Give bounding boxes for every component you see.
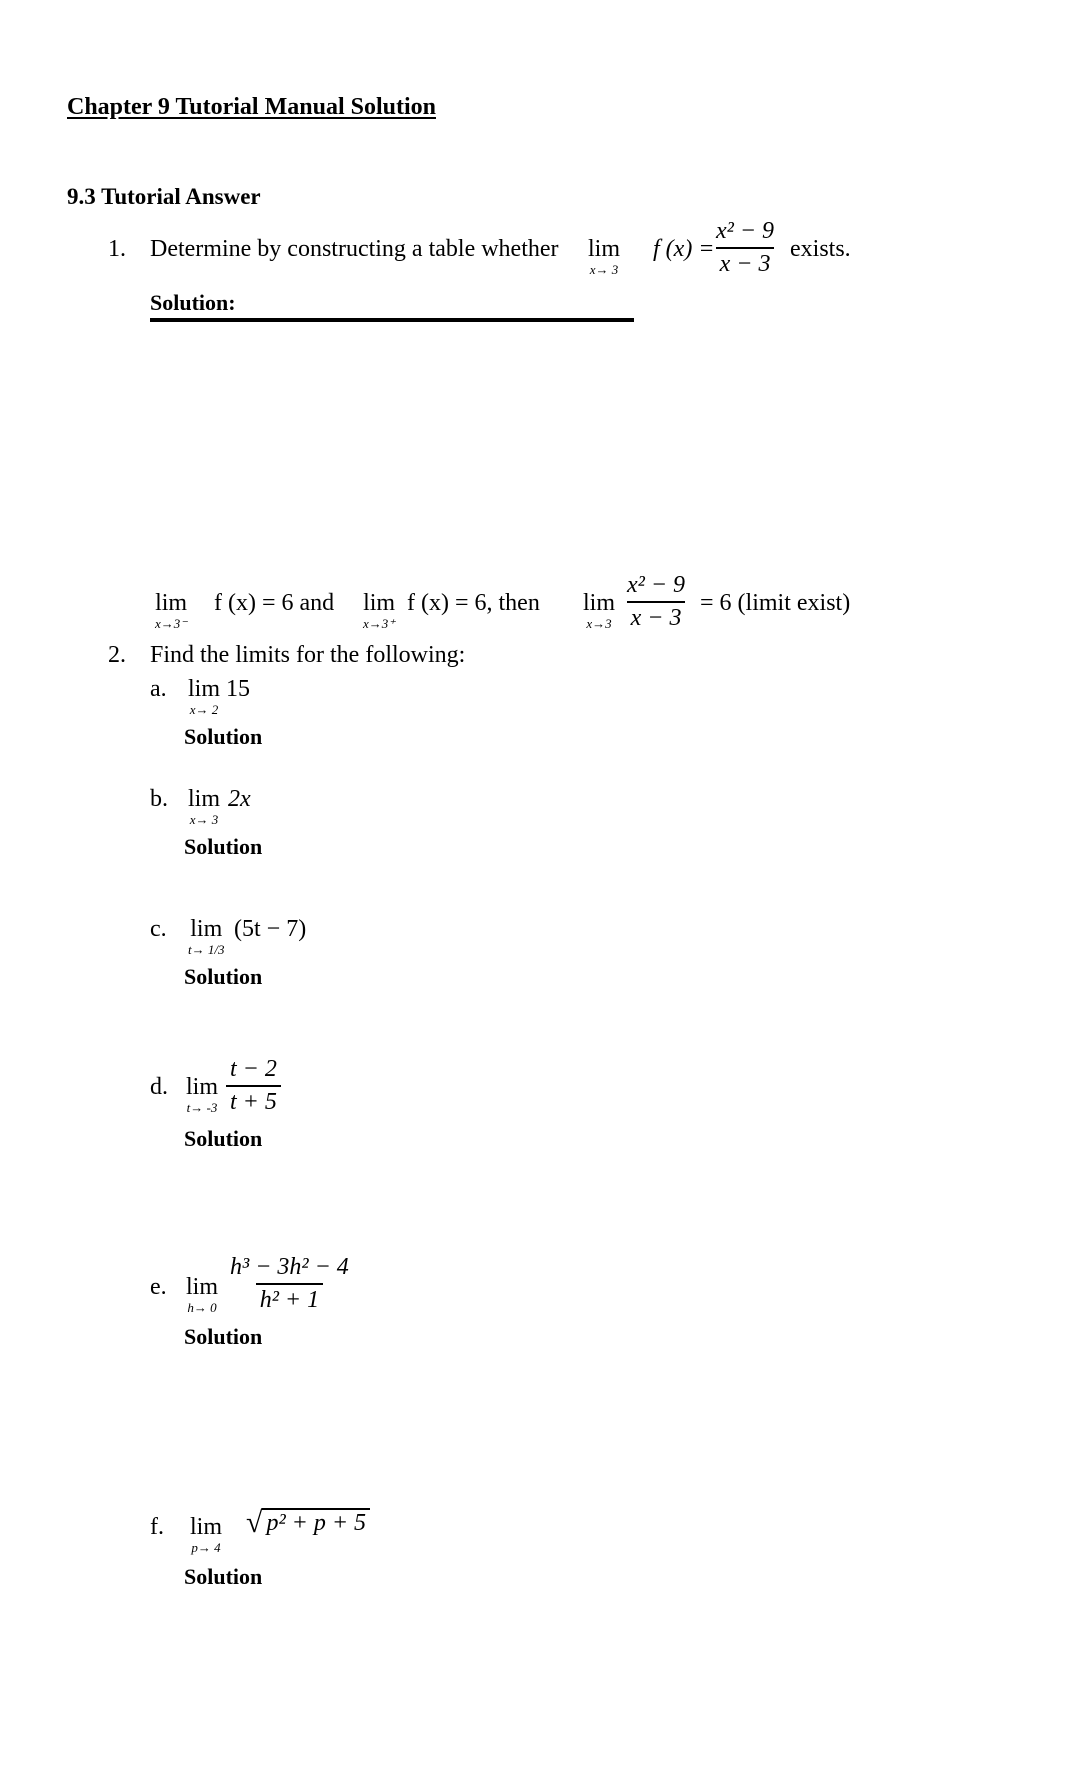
- q1-suffix: exists.: [790, 236, 851, 262]
- conclusion-lim1-sub: x→3⁻: [155, 616, 188, 631]
- sqrt-icon: √: [246, 1506, 263, 1539]
- q2f-solution: Solution: [184, 1564, 263, 1589]
- q2c-solution: Solution: [184, 964, 263, 989]
- q2f-lim-sub: p→ 4: [191, 1540, 221, 1555]
- conclusion-part1: f (x) = 6 and: [214, 590, 335, 616]
- q2f-letter: f.: [150, 1514, 164, 1540]
- q2c-expr: (5t − 7): [234, 916, 307, 942]
- q2f-limit: [190, 1514, 222, 1555]
- q2d-lim-sub: t→ -3: [186, 1100, 218, 1115]
- q2b-letter: b.: [150, 786, 168, 812]
- conclusion-lim3-word: lim: [583, 590, 616, 616]
- q2e-frac-den: h² + 1: [256, 1283, 323, 1314]
- q2c-limit: [188, 916, 224, 957]
- section-title: 9.3 Tutorial Answer: [67, 184, 261, 209]
- q2b-lim-word: lim: [188, 786, 221, 812]
- q2e-solution: Solution: [184, 1324, 263, 1349]
- q1-solution-label: Solution:: [150, 290, 236, 315]
- q2a-lim-sub: x→ 2: [189, 702, 219, 717]
- conclusion-lim3-sub: x→3: [586, 616, 612, 631]
- conclusion-lim2-word: lim: [363, 590, 396, 616]
- q2f-lim-word: lim: [190, 1514, 223, 1540]
- q2b-limit: [188, 786, 220, 827]
- q1-limit: [588, 236, 620, 277]
- q2e-letter: e.: [150, 1274, 167, 1300]
- q1-prompt: Determine by constructing a table whether: [150, 236, 559, 262]
- q2e-lim-word: lim: [186, 1274, 219, 1300]
- q2d-solution: Solution: [184, 1126, 263, 1151]
- q2a-solution: Solution: [184, 724, 263, 749]
- q2c-letter: c.: [150, 916, 167, 942]
- conclusion-part2: f (x) = 6, then: [407, 590, 540, 616]
- q2-number: 2.: [108, 642, 126, 668]
- q1-conclusion-fraction: [623, 572, 689, 632]
- q1-conclusion-lim1: [155, 590, 187, 631]
- q2e-lim-sub: h→ 0: [187, 1300, 217, 1315]
- q2a-letter: a.: [150, 676, 167, 702]
- q2f-expr: p² + p + 5: [262, 1508, 370, 1538]
- q1-lim-word: lim: [588, 236, 621, 262]
- q1-conclusion-lim2: [363, 590, 395, 631]
- q2a-limit: [188, 676, 220, 717]
- conclusion-frac-num: x² − 9: [627, 572, 686, 598]
- q2d-lim-word: lim: [186, 1074, 219, 1100]
- q2d-frac-den: t + 5: [226, 1085, 281, 1116]
- q2c-lim-word: lim: [190, 916, 223, 942]
- q1-frac-num: x² − 9: [716, 218, 775, 244]
- q2b-solution: Solution: [184, 834, 263, 859]
- conclusion-frac-den: x − 3: [627, 601, 686, 632]
- q2b-expr: 2x: [228, 786, 251, 812]
- conclusion-lim1-word: lim: [155, 590, 188, 616]
- q2d-limit: [186, 1074, 218, 1115]
- chapter-title: Chapter 9 Tutorial Manual Solution: [67, 94, 436, 120]
- conclusion-lim2-sub: x→3⁺: [363, 616, 396, 631]
- q2c-lim-sub: t→ 1/3: [188, 942, 225, 957]
- q2f-sqrt: [246, 1508, 370, 1539]
- q2a-expr: 15: [226, 676, 250, 702]
- q1-lim: [588, 236, 620, 277]
- conclusion-part3: = 6 (limit exist): [700, 590, 851, 616]
- q2-prompt: Find the limits for the following:: [150, 642, 466, 668]
- q1-lim-sub: x→ 3: [589, 262, 619, 277]
- q2d-frac-num: t − 2: [230, 1056, 277, 1082]
- solution-divider: [150, 318, 634, 322]
- q1-fraction: [712, 218, 778, 278]
- q1-fx: f (x) =: [653, 236, 715, 262]
- q2d-letter: d.: [150, 1074, 168, 1100]
- q2e-limit: [186, 1274, 218, 1315]
- q1-frac-den: x − 3: [716, 247, 775, 278]
- q2b-lim-sub: x→ 3: [189, 812, 219, 827]
- q1-number: 1.: [108, 236, 126, 262]
- q2d-fraction: [226, 1056, 281, 1116]
- q2a-lim-word: lim: [188, 676, 221, 702]
- q1-conclusion-lim3: [583, 590, 615, 631]
- q2e-fraction: [226, 1254, 353, 1314]
- q2e-frac-num: h³ − 3h² − 4: [230, 1254, 349, 1280]
